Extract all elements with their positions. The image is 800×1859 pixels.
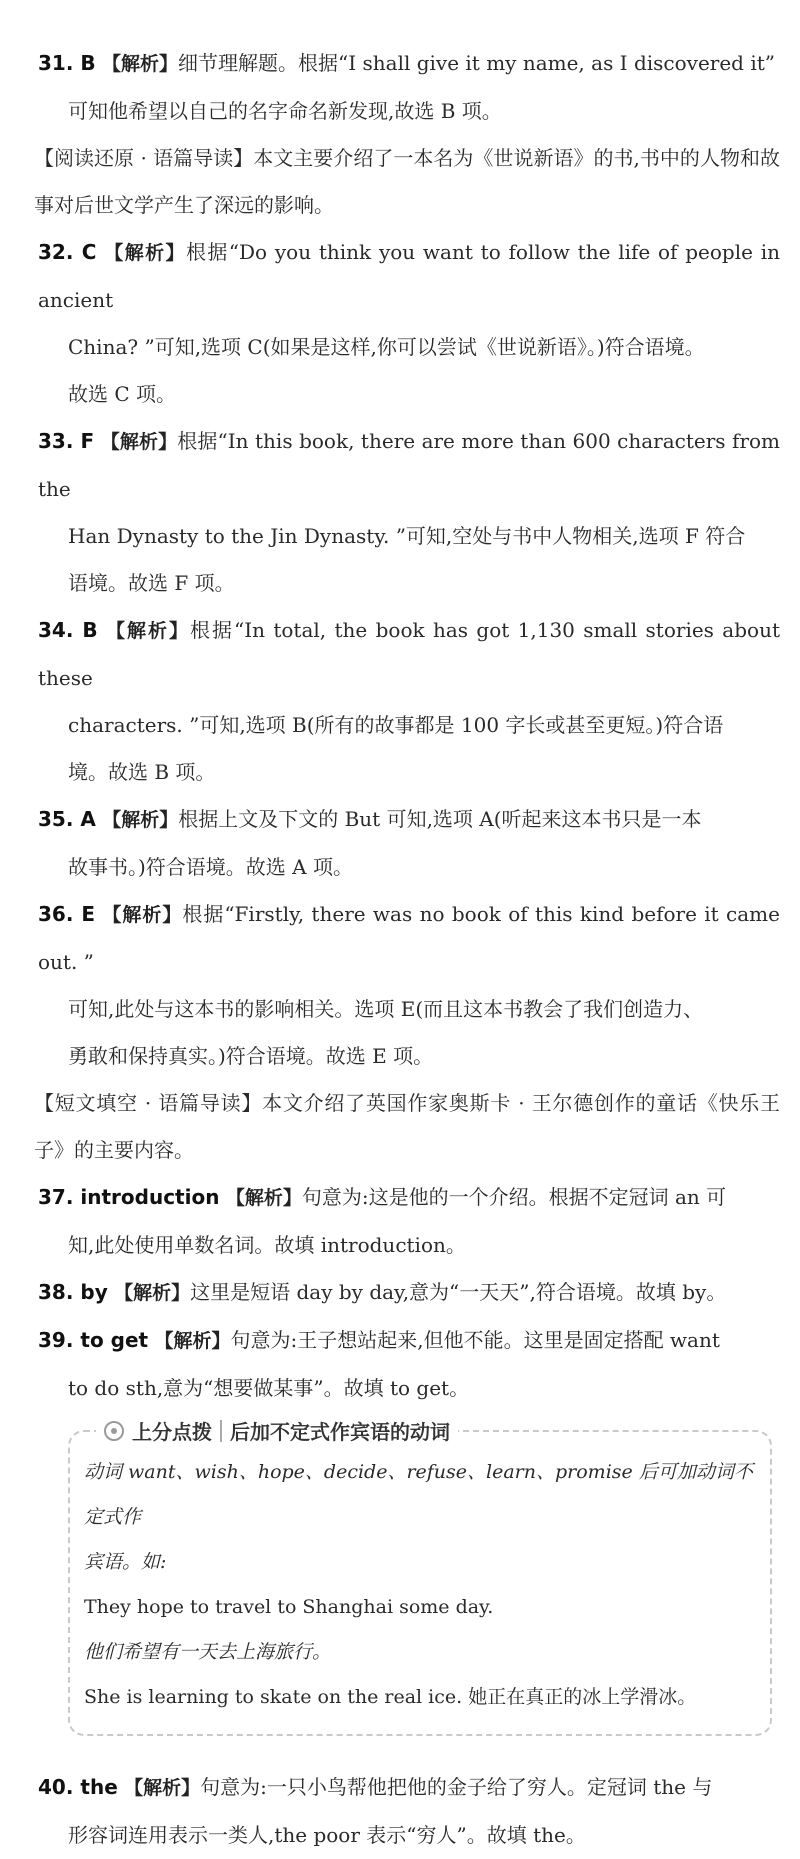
answer-number: 32. C	[38, 240, 97, 264]
answer-31	[38, 40, 780, 135]
answer-38	[38, 1269, 780, 1317]
answer-number: 40. the	[38, 1775, 118, 1799]
answer-text: 句意为:一只小鸟帮他把他的金子给了穷人。定冠词 the 与	[200, 1775, 713, 1799]
tip-subtitle: 后加不定式作宾语的动词	[230, 1420, 450, 1444]
answer-text: 根据“Firstly, there was no book of this kind before it came out. ”	[38, 902, 780, 974]
answer-text: 句意为:这是他的一个介绍。根据不定冠词 an 可	[301, 1185, 727, 1209]
answer-text: 句意为:王子想站起来,但他不能。这里是固定搭配 want	[230, 1328, 720, 1352]
answer-40	[38, 1764, 780, 1859]
answer-number: 35. A	[38, 807, 96, 831]
analysis-tag: 【解析】	[124, 1777, 201, 1799]
answer-number: 33. F	[38, 429, 95, 453]
answer-text: Han Dynasty to the Jin Dynasty. ”可知,空处与书中人物相关,选项 F 符合	[68, 524, 746, 548]
answer-text: 故选 C 项。	[68, 382, 177, 406]
tip-line: They hope to travel to Shanghai some day.	[84, 1596, 494, 1618]
answer-36	[38, 891, 780, 1080]
tip-line: 他们希望有一天去上海旅行。	[84, 1641, 332, 1663]
analysis-tag: 【解析】	[104, 242, 186, 264]
answer-33	[38, 418, 780, 607]
answer-text: 可知,此处与这本书的影响相关。选项 E(而且这本书教会了我们创造力、	[68, 997, 704, 1021]
analysis-tag: 【解析】	[102, 53, 179, 75]
analysis-tag: 【解析】	[114, 1282, 191, 1304]
answer-34	[38, 607, 780, 796]
analysis-tag: 【解析】	[102, 809, 179, 831]
target-icon	[104, 1421, 124, 1441]
answer-37	[38, 1174, 780, 1269]
answer-number: 37. introduction	[38, 1185, 220, 1209]
tip-line: 宾语。如:	[84, 1551, 167, 1573]
tip-title: 上分点拨	[132, 1420, 212, 1444]
answer-text: 形容词连用表示一类人,the poor 表示“穷人”。故填 the。	[68, 1823, 586, 1847]
answer-text: 可知他希望以自己的名字命名新发现,故选 B 项。	[68, 99, 502, 123]
answer-text: 根据“In total, the book has got 1,130 small stories about these	[38, 618, 780, 690]
analysis-tag: 【解析】	[102, 904, 183, 926]
answer-text: 境。故选 B 项。	[68, 760, 216, 784]
answer-text: 勇敢和保持真实。)符合语境。故选 E 项。	[68, 1044, 434, 1068]
answer-text: 细节理解题。根据“I shall give it my name, as I discovered it”	[178, 51, 775, 75]
answer-number: 31. B	[38, 51, 96, 75]
answer-text: 根据“In this book, there are more than 600 characters from the	[38, 429, 781, 501]
analysis-tag: 【解析】	[100, 431, 178, 453]
answer-text: 这里是短语 day by day,意为“一天天”,符合语境。故填 by。	[190, 1280, 727, 1304]
answer-32	[38, 229, 780, 418]
answer-35	[38, 796, 780, 891]
section-intro-reading: 【阅读还原 · 语篇导读】本文主要介绍了一本名为《世说新语》的书,书中的人物和故事对后世文学产生了深远的影响。	[34, 146, 780, 217]
answer-number: 34. B	[38, 618, 98, 642]
answer-text: China? ”可知,选项 C(如果是这样,你可以尝试《世说新语》。)符合语境。	[68, 335, 705, 359]
answer-39	[38, 1317, 780, 1412]
answer-text: 知,此处使用单数名词。故填 introduction。	[68, 1233, 466, 1257]
analysis-tag: 【解析】	[106, 620, 190, 642]
tip-line: 动词 want、wish、hope、decide、refuse、learn、promise 后可加动词不定式作	[84, 1461, 753, 1528]
tip-line: She is learning to skate on the real ice. 她正在真正的冰上学滑冰。	[84, 1686, 697, 1708]
answer-text: characters. ”可知,选项 B(所有的故事都是 100 字长或甚至更短。)符合语	[68, 713, 724, 737]
tip-divider	[220, 1420, 222, 1442]
tip-box	[68, 1420, 772, 1736]
analysis-tag: 【解析】	[154, 1330, 231, 1352]
tip-header	[96, 1416, 458, 1445]
answer-number: 36. E	[38, 902, 96, 926]
answer-text: 语境。故选 F 项。	[68, 571, 235, 595]
section-intro-cloze: 【短文填空 · 语篇导读】本文介绍了英国作家奥斯卡 · 王尔德创作的童话《快乐王子》的主要内容。	[34, 1091, 780, 1162]
answer-text: 故事书。)符合语境。故选 A 项。	[68, 855, 353, 879]
answer-text: to do sth,意为“想要做某事”。故填 to get。	[68, 1376, 470, 1400]
analysis-tag: 【解析】	[225, 1187, 302, 1209]
answer-number: 39. to get	[38, 1328, 149, 1352]
answer-text: 根据上文及下文的 But 可知,选项 A(听起来这本书只是一本	[178, 807, 702, 831]
answer-text: 根据“Do you think you want to follow the life of people in ancient	[38, 240, 780, 312]
answer-number: 38. by	[38, 1280, 108, 1304]
